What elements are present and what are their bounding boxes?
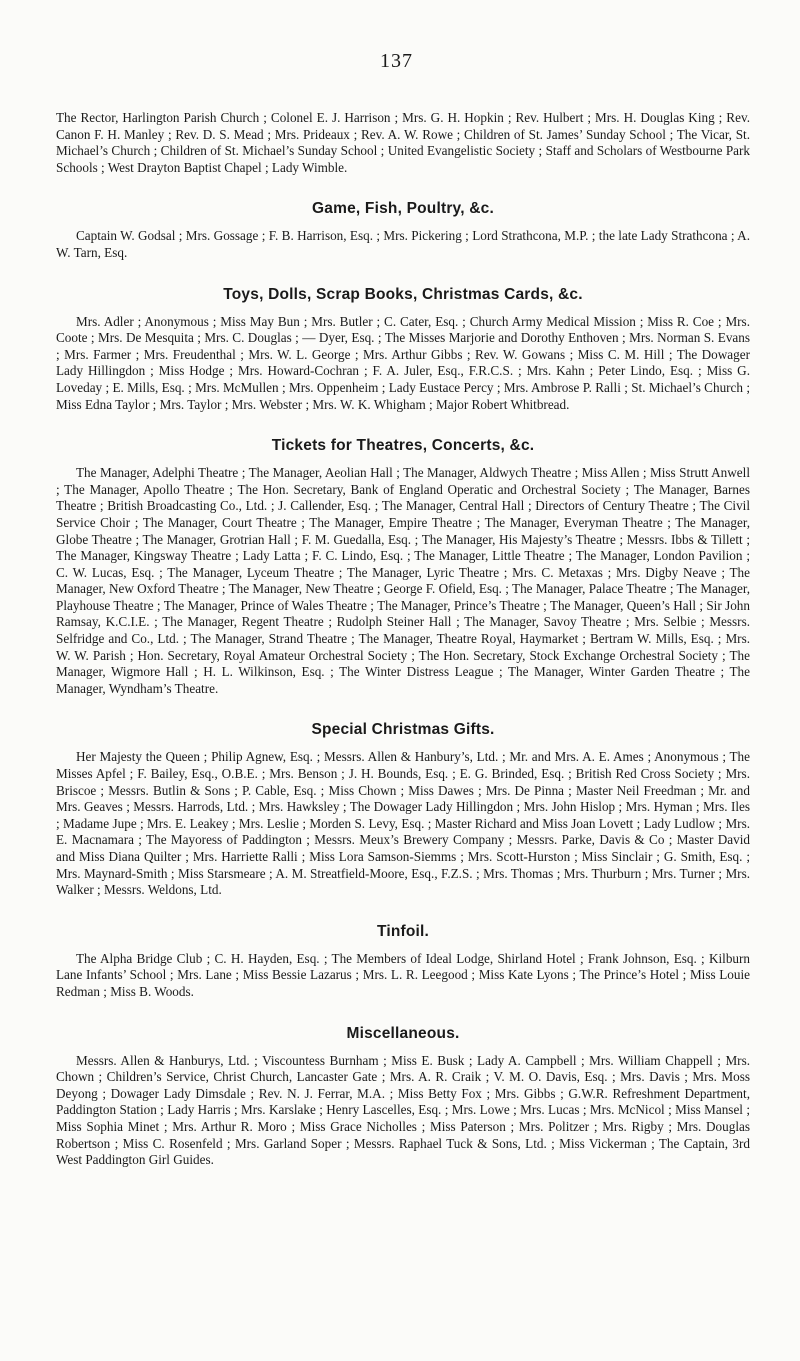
section-heading-toys: Toys, Dolls, Scrap Books, Christmas Cards, &c. — [223, 285, 583, 303]
section-text-game: Captain W. Godsal ; Mrs. Gossage ; F. B. Harrison, Esq. ; Mrs. Pickering ; Lord Strathcona, M.P. ; the late Lady Strathcona ; A. W. Tarn, Esq. — [56, 228, 750, 260]
section-heading-game: Game, Fish, Poultry, &c. — [312, 200, 494, 218]
section-text-tickets: The Manager, Adelphi Theatre ; The Manager, Aeolian Hall ; The Manager, Aldwych Theatre ; Miss Allen ; Miss Strutt Anwell ; The Manager, Apollo Theatre ; The Hon. Secretary, Bank of England Operatic and Orchestral Society ; The Manager, Barnes Theatre ; British Broadcasting Co., Ltd. ; J. Callender, Esq. ; The Manager, Central Hall ; Directors of Century Theatre ; The Civil Service Choir ; The Manager, Court Theatre ; The Manager, Empire Theatre ; The Manager, Everyman Theatre ; The Manager, Globe Theatre ; The Manager, Grotrian Hall ; F. M. Guedalla, Esq. ; The Manager, His Majesty’s Theatre ; Messrs. Ibbs & Tillett ; The Manager, Kingsway Theatre ; Lady Latta ; F. C. Lindo, Esq. ; The Manager, Little Theatre ; The Manager, London Pavilion ; C. W. Lucas, Esq. ; The Manager, Lyceum Theatre ; The Manager, Lyric Theatre ; Mrs. C. Metaxas ; Mrs. Digby Neave ; The Manager, New Oxford Theatre ; The Manager, New Theatre ; George F. Ofield, Esq. ; The Manager, Palace Theatre ; The Manager, Playhouse Theatre ; The Manager, Prince of Wales Theatre ; The Manager, Prince’s Theatre ; The Manager, Queen’s Hall ; Sir John Ramsay, K.C.I.E. ; The Manager, Regent Theatre ; Rudolph Steiner Hall ; The Manager, Savoy Theatre ; Mrs. Selbie ; Messrs. Selfridge and Co., Ltd. ; The Manager, Strand Theatre ; The Manager, Theatre Royal, Haymarket ; Bertram W. Mills, Esq. ; Mrs. W. W. Parish ; Hon. Secretary, Royal Amateur Orchestral Society ; The Hon. Secretary, Stock Exchange Orchestral Society ; The Manager, Wigmore Hall ; H. L. Wilkinson, Esq. ; The Winter Distress League ; The Manager, Winter Garden Theatre ; The Manager, Wyndham’s Theatre. — [56, 465, 750, 696]
section-heading-miscellaneous: Miscellaneous. — [346, 1024, 460, 1042]
section-text-special-gifts: Her Majesty the Queen ; Philip Agnew, Esq. ; Messrs. Allen & Hanbury’s, Ltd. ; Mr. and Mrs. A. E. Ames ; Anonymous ; The Misses Apfel ; F. Bailey, Esq., O.B.E. ; Mrs. Benson ; J. H. Bounds, Esq. ; E. G. Brinded, Esq. ; British Red Cross Society ; Mrs. Briscoe ; Messrs. Butlin & Sons ; P. Cable, Esq. ; Miss Chown ; Miss Dawes ; Mrs. De Pinna ; Master Neil Freedman ; Mr. and Mrs. Geaves ; Messrs. Harrods, Ltd. ; Mrs. Hawksley ; The Dowager Lady Hillingdon ; Mrs. John Hislop ; Mrs. Hyman ; Mrs. Iles ; Madame Jupe ; Mrs. E. Leakey ; Mrs. Leslie ; Morden S. Levy, Esq. ; Master Richard and Miss Joan Lovett ; Lady Ludlow ; Mrs. E. Macnamara ; The Mayoress of Paddington ; Messrs. Meux’s Brewery Company ; Messrs. Parke, Davis & Co ; Master David and Miss Diana Quilter ; Mrs. Harriette Ralli ; Miss Lora Samson-Siemms ; Mrs. Scott-Hurston ; Miss Sinclair ; G. Smith, Esq. ; Mrs. Maynard-Smith ; Miss Starsmeare ; A. M. Streatfield-Moore, Esq., F.Z.S. ; Mrs. Thomas ; Mrs. Thurburn ; Mrs. Turner ; Mrs. Walker ; Messrs. Weldons, Ltd. — [56, 749, 750, 898]
page-content — [56, 110, 750, 1169]
section-text-tinfoil: The Alpha Bridge Club ; C. H. Hayden, Esq. ; The Members of Ideal Lodge, Shirland Hotel ; Frank Johnson, Esq. ; Kilburn Lane Infants’ School ; Mrs. Lane ; Miss Bessie Lazarus ; Mrs. L. R. Leegood ; Miss Kate Lyons ; The Prince’s Hotel ; Miss Louie Redman ; Miss B. Woods. — [56, 950, 750, 999]
section-heading-special-gifts: Special Christmas Gifts. — [311, 721, 495, 739]
section-heading-tinfoil: Tinfoil. — [376, 922, 430, 940]
section-heading-tickets: Tickets for Theatres, Concerts, &c. — [271, 437, 535, 455]
section-text-toys: Mrs. Adler ; Anonymous ; Miss May Bun ; Mrs. Butler ; C. Cater, Esq. ; Church Army Medical Mission ; Miss R. Coe ; Mrs. Coote ; Mrs. De Mesquita ; Mrs. C. Douglas ; — Dyer, Esq. ; The Misses Marjorie and Dorothy Enthoven ; Mrs. Norman S. Evans ; Mrs. Farmer ; Mrs. Freudenthal ; Mrs. W. L. George ; Mrs. Arthur Gibbs ; Rev. W. Gowans ; Miss C. M. Hill ; The Dowager Lady Hillingdon ; Miss Hodge ; Mrs. Howard-Cochran ; F. A. Juler, Esq., F.R.C.S. ; Mrs. Kahn ; Peter Lindo, Esq. ; Miss G. Loveday ; E. Mills, Esq. ; Mrs. McMullen ; Mrs. Oppenheim ; Lady Eustace Percy ; Mrs. Ambrose P. Ralli ; St. Michael’s Church ; Miss Edna Taylor ; Mrs. Taylor ; Mrs. Webster ; Mrs. W. K. Whigham ; Major Robert Whitbread. — [56, 313, 750, 412]
page-number: 137 — [380, 50, 413, 72]
section-text-miscellaneous: Messrs. Allen & Hanburys, Ltd. ; Viscountess Burnham ; Miss E. Busk ; Lady A. Campbell ; Mrs. William Chappell ; Mrs. Chown ; Children’s Service, Christ Church, Lancaster Gate ; Mrs. A. R. Craik ; V. M. O. Davis, Esq. ; Mrs. Davis ; Mrs. Moss Deyong ; Dowager Lady Dimsdale ; Rev. N. J. Ferrar, M.A. ; Miss Betty Fox ; Mrs. Gibbs ; G.W.R. Refreshment Department, Paddington Station ; Lady Harris ; Mrs. Karslake ; Henry Lascelles, Esq. ; Mrs. Lowe ; Mrs. Lucas ; Mrs. McNicol ; Miss Mansel ; Miss Sophia Minet ; Mrs. Arthur R. Moro ; Miss Grace Nicholles ; Miss Paterson ; Mrs. Politzer ; Mrs. Rigby ; Mrs. Douglas Robertson ; Miss C. Rosenfeld ; Mrs. Garland Soper ; Messrs. Raphael Tuck & Sons, Ltd. ; Miss Vickerman ; The Captain, 3rd West Paddington Girl Guides. — [56, 1052, 750, 1168]
intro-paragraph: The Rector, Harlington Parish Church ; Colonel E. J. Harrison ; Mrs. G. H. Hopkin ; Rev. Hulbert ; Mrs. H. Douglas King ; Rev. Canon F. H. Manley ; Rev. D. S. Mead ; Mrs. Prideaux ; Rev. A. W. Rowe ; Children of St. James’ Sunday School ; The Vicar, St. Michael’s Church ; Children of St. Michael’s Sunday School ; United Evangelistic Society ; Staff and Scholars of Westbourne Park Schools ; West Drayton Baptist Chapel ; Lady Wimble. — [56, 110, 750, 175]
